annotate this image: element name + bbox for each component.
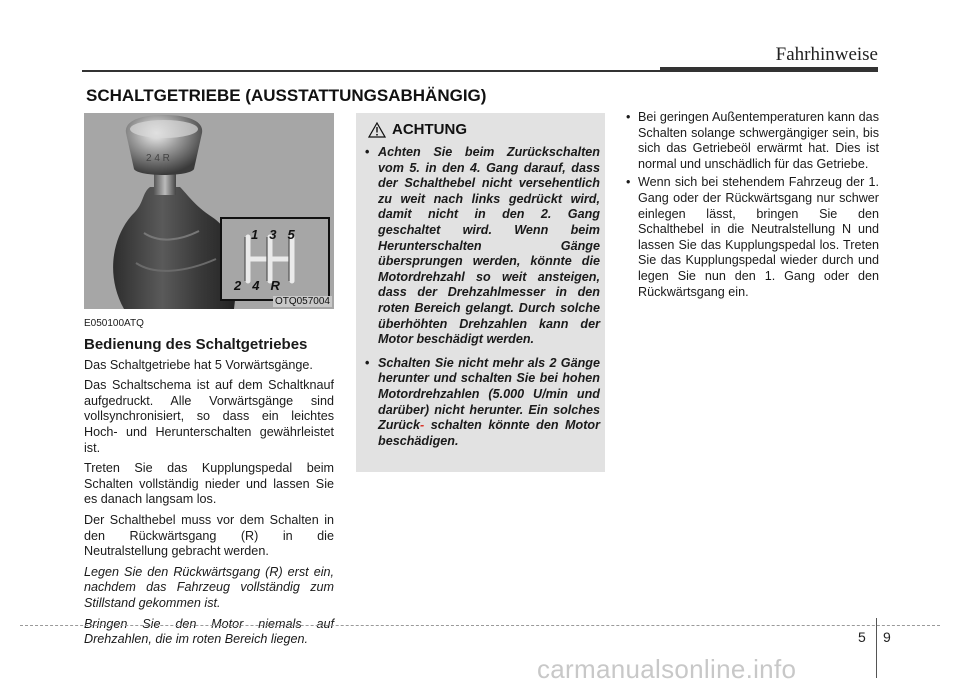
left-column <box>84 316 334 653</box>
warning-box <box>356 113 605 472</box>
list-item: • Wenn sich bei stehendem Fahrzeug der 1. Gang oder der Rückwärtsgang nur schwer einlegen lässt, bringen Sie den Schalthebel in die Neutralstellung N und lassen Sie das Kupplungspedal los. Treten Sie das Kupplungspedal wieder durch und legen Sie nun den 1. Gang oder den Rückwärtsgang ein. <box>624 175 879 300</box>
warning-item-text: schalten könnte den Motor beschädigen. <box>378 418 600 448</box>
right-column-list <box>624 110 879 303</box>
section-code: E050100ATQ <box>84 318 144 329</box>
subheading: Bedienung des Schaltgetriebes <box>84 335 308 353</box>
gear-label-4: 4 <box>252 278 271 293</box>
watermark: carmanualsonline.info <box>537 654 797 684</box>
gear-label-5: 5 <box>287 227 306 242</box>
chapter-number: 5 <box>858 629 866 645</box>
warning-item: • Achten Sie beim Zurückschalten vom 5. in den 4. Gang darauf, dass der Schalthebel nicht versehentlich zu weit nach links gedrückt wird, damit nicht in den 2. Gang geschaltet wird. Wenn beim Herunterschalten Gänge übersprungen werden, könnte die Motordrehzahl so weit ansteigen, dass der Drehzahlmesser in den roten Bereich gelangt. Durch solche überhöhten Drehzahlen kann der Motor beschädigt werden. <box>364 145 600 348</box>
warning-item-text: Schalten Sie nicht mehr als 2 Gänge herunter und schalten Sie bei hohen Motordrehzahlen (5.000 U/min und darüber) nicht herunter. Ein solches Zurück <box>378 355 600 433</box>
footer-rule <box>20 625 940 627</box>
paragraph: Das Schaltschema ist auf dem Schaltknauf aufgedruckt. Alle Vorwärtsgänge sind vollsynchronisiert, so dass ein leichtes Hoch- und Herunterschalten gewährleistet ist. <box>84 378 334 455</box>
section-title: SCHALTGETRIEBE (AUSSTATTUNGSABHÄNGIG) <box>86 86 487 105</box>
warning-item <box>364 356 600 450</box>
gear-knob-image <box>84 113 334 309</box>
warning-title: ACHTUNG <box>392 121 467 138</box>
paragraph: Das Schaltgetriebe hat 5 Vorwärtsgänge. <box>84 357 313 372</box>
gear-label-1: 1 <box>251 227 270 242</box>
paragraph: Der Schalthebel muss vor dem Schalten in den Rückwärtsgang (R) in die Neutralstellung gebracht werden. <box>84 512 334 559</box>
warning-header <box>368 121 467 138</box>
figure-caption: OTQ057004 <box>274 296 330 307</box>
header-rule-accent <box>660 67 878 72</box>
list-item: • Bei geringen Außentemperaturen kann das Schalten solange schwergängiger sein, bis sich das Getriebeöl erwärmt hat. Dies ist normal und unschädlich für das Getriebe. <box>624 110 879 172</box>
chapter-title: Fahrhinweise <box>775 44 878 65</box>
warning-list <box>364 145 600 457</box>
gear-shift-illustration <box>84 113 334 309</box>
italic-note: Bringen Sie den Motor niemals auf Drehzahlen, die im roten Bereich liegen. <box>84 616 334 647</box>
page-number: 9 <box>883 629 891 645</box>
gear-label-r: R <box>270 278 291 293</box>
page-number-divider <box>876 618 877 678</box>
warning-triangle-icon <box>368 122 386 138</box>
gear-label-2: 2 <box>234 278 253 293</box>
paragraph: Treten Sie das Kupplungspedal beim Schalten vollständig nieder und lassen Sie es danach langsam los. <box>84 461 334 507</box>
header-rule <box>82 70 662 72</box>
svg-text:2 4 R: 2 4 R <box>146 153 170 164</box>
gear-label-3: 3 <box>269 227 288 242</box>
hyphen-mark: - <box>420 418 425 433</box>
italic-note: Legen Sie den Rückwärtsgang (R) erst ein, nachdem das Fahrzeug vollständig zum Stillstand gekommen ist. <box>84 564 334 610</box>
